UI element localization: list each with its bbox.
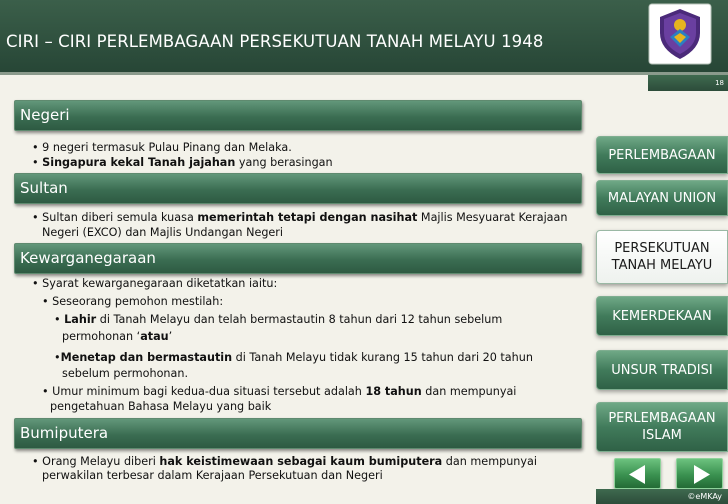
nav-label-line1: PERLEMBAGAAN bbox=[608, 411, 716, 426]
section-negeri-header bbox=[14, 100, 582, 131]
nav-label: PERLEMBAGAAN bbox=[608, 147, 716, 163]
nav-button-perlembagaan[interactable] bbox=[596, 136, 728, 174]
bullet-kw-5-cont: pengetahuan Bahasa Melayu yang baik bbox=[50, 400, 272, 413]
nav-label: KEMERDEKAAN bbox=[612, 308, 712, 324]
bullet-kw-1: • Syarat kewarganegaraan diketatkan iaitu: bbox=[32, 277, 278, 290]
bullet-kw-3: • Lahir di Tanah Melayu dan telah bermastautin 8 tahun dari 12 tahun sebelum bbox=[54, 313, 503, 326]
arrow-left-icon bbox=[615, 459, 662, 490]
section-title: Sultan bbox=[20, 179, 68, 197]
section-sultan-header bbox=[14, 173, 582, 204]
nav-label-line2: ISLAM bbox=[642, 428, 682, 443]
bullet-kw-4-cont: sebelum permohonan. bbox=[62, 367, 189, 380]
copyright-text: ©eMKAy bbox=[687, 492, 722, 501]
bullet-kw-4: •Menetap dan bermastautin di Tanah Melayu tidak kurang 15 tahun dari 20 tahun bbox=[54, 351, 533, 364]
nav-label-line1: PERSEKUTUAN bbox=[614, 241, 710, 256]
bullet-bumi-1: • Orang Melayu diberi hak keistimewaan sebagai kaum bumiputera dan mempunyai bbox=[32, 455, 537, 468]
header-divider bbox=[0, 72, 728, 75]
bullet-kw-3-cont: permohonan ‘atau’ bbox=[62, 330, 173, 343]
nav-button-perlembagaan-islam[interactable] bbox=[596, 402, 728, 452]
nav-label: MALAYAN UNION bbox=[607, 190, 717, 206]
university-crest-icon bbox=[648, 3, 712, 65]
next-slide-button[interactable] bbox=[676, 458, 723, 489]
arrow-right-icon bbox=[677, 459, 724, 490]
bullet-sultan-1: • Sultan diberi semula kuasa memerintah tetapi dengan nasihat Majlis Mesyuarat Kerajaan bbox=[32, 211, 568, 224]
nav-button-kemerdekaan[interactable] bbox=[596, 296, 728, 336]
previous-slide-button[interactable] bbox=[614, 458, 661, 489]
section-title: Negeri bbox=[20, 106, 70, 124]
page-title: CIRI – CIRI PERLEMBAGAAN PERSEKUTUAN TANAH MELAYU 1948 bbox=[6, 32, 544, 51]
bullet-negeri-2: • Singapura kekal Tanah jajahan yang berasingan bbox=[32, 156, 333, 169]
bullet-kw-2: • Seseorang pemohon mestilah: bbox=[42, 295, 224, 308]
bullet-sultan-1-cont: Negeri (EXCO) dan Majlis Undangan Negeri bbox=[42, 226, 284, 239]
page-number: 18 bbox=[715, 79, 724, 87]
nav-label: UNSUR TRADISI bbox=[611, 362, 713, 378]
section-bumiputera-header bbox=[14, 418, 582, 449]
header-bar bbox=[0, 0, 728, 72]
bullet-negeri-1: • 9 negeri termasuk Pulau Pinang dan Melaka. bbox=[32, 141, 292, 154]
nav-button-unsur-tradisi[interactable] bbox=[596, 350, 728, 390]
section-title: Bumiputera bbox=[20, 424, 109, 442]
bullet-kw-5: • Umur minimum bagi kedua-dua situasi tersebut adalah 18 tahun dan mempunyai bbox=[42, 385, 517, 398]
section-title: Kewarganegaraan bbox=[20, 249, 156, 267]
nav-button-persekutuan-tanah-melayu[interactable] bbox=[596, 230, 728, 284]
nav-label-line2: TANAH MELAYU bbox=[611, 258, 713, 273]
bullet-bumi-1-cont: perwakilan terbesar dalam Kerajaan Persekutuan dan Negeri bbox=[42, 469, 383, 482]
nav-button-malayan-union[interactable] bbox=[596, 180, 728, 216]
section-kewarganegaraan-header bbox=[14, 243, 582, 274]
